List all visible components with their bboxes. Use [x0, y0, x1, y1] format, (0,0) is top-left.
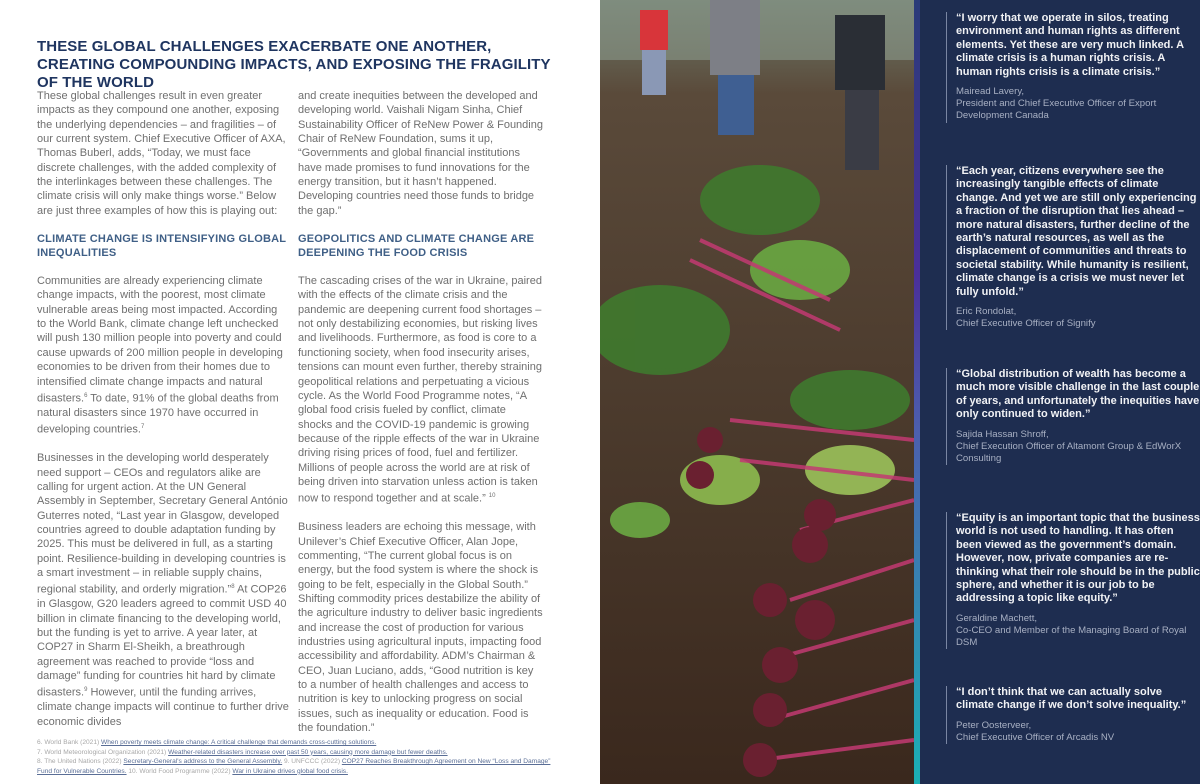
quote-author: Sajida Hassan Shroff, [956, 428, 1049, 440]
footnote-source: 7. World Meteorological Organization (2021) [37, 748, 169, 756]
text-column-1 [37, 89, 289, 729]
intro-paragraph: These global challenges result in even greater impacts as they compound one another, exposing the underlying dependencies – and fragilities – of our current system. Chief Executive Officer of AXA, Thomas Buberl, adds, “Today, we must face discrete challenges, with the added complexity of the interlinkages between these challenges. The climate crisis will only make things worse.” Below are just three examples of how this is playing out: [37, 90, 286, 217]
paragraph [37, 451, 289, 729]
footnote-link[interactable]: Secretary-General's address to the General Assembly. [123, 758, 283, 766]
paragraph: Business leaders are echoing this message, with Unilever’s Chief Executive Officer, Alan Jope, commenting, “The current global focus is on energy, but the food system is where the shock is going to be felt, especially in the Global South.” Shifting commodity prices destabilize the ability of the agriculture industry to deliver basic ingredients and increase the cost of production for various industries using agricultural inputs, impacting food accessibility and affordability. ADM’s Chairman & CEO, Juan Luciano, adds, “Good nutrition is key to a number of health challenges and access to nutrition is key to unlocking progress on social issues, such as inequality or education. Food is the foundation.” [298, 521, 543, 735]
quote-block [946, 368, 1200, 465]
footnote-source: 10. World Food Programme (2022) [126, 767, 233, 775]
footnote [37, 757, 557, 776]
text: The cascading crises of the war in Ukraine, paired with the effects of the climate crisis and the pandemic are deepening current food shortages – not only destabilizing economies, but risking lives and livelihoods. Furthermore, as food is core to a functioning society, when food insecurity arises, tensions can mount even further, thereby straining geopolitical relations and perpetuating a vicious cycle. As the World Food Programme notes, “A global food crisis fueled by conflict, climate shocks and the COVID-19 pandemic is growing because of the ripple effects of the war in Ukraine driving rising prices of food, fuel and fertilizer. Millions of people across the world are at risk of being driven into starvation unless action is taken now to respond together and at scale.” [298, 275, 542, 505]
paragraph [298, 274, 543, 506]
footnote-link[interactable]: Weather-related disasters increase over past 50 years, causing more damage but fewer deaths. [168, 748, 448, 756]
quote-author-role: Chief Executive Officer of Signify [956, 318, 1096, 330]
quote-text: “Equity is an important topic that the business world is not used to handling. It has often been viewed as the government’s domain. However, now, private companies are re-thinking what their role should be in the public sphere, and whether it is our job to be addressing a topic like equity.” [956, 512, 1200, 605]
quote-author-role: Chief Executive Officer of Arcadis NV [956, 732, 1115, 744]
text: At COP26 in Glasgow, G20 leaders agreed to commit USD 40 billion in climate financing to the developing world, but the funding is yet to arrive. A year later, at COP27 in Sharm El-Sheikh, a breathrough agreement was reached to provide “loss and damage” funding for countries hit hard by climate disasters. [37, 583, 287, 699]
footnote-ref: 7 [140, 424, 145, 431]
footnote-source: 8. The United Nations (2022) [37, 758, 124, 766]
text: Businesses in the developing world desperately need support – CEOs and regulators alike are calling for urgent action. At the UN General Assembly in September, Secretary General António Guterres noted, “Last year in Glasgow, developed countries agreed to double adaptation funding by 2025. This must be delivered in full, as a starting point. Resilience-building in developing countries is a smart investment – in reliable supply chains, regional stability, and orderly migration.” [37, 452, 288, 596]
quote-text: “I don’t think that we can actually solve climate change if we don’t solve inequality.” [956, 686, 1187, 712]
beet-field-image [600, 0, 914, 784]
footnote-ref: 6 [84, 392, 88, 399]
footnote-source: 9. UNFCCC (2022) [282, 758, 342, 766]
quote-text: “I worry that we operate in silos, treating environment and human rights as different elements. Yet these are very much linked. A climate crisis is a human rights crisis. A human rights crisis is a climate crisis.” [956, 12, 1184, 78]
quote-author: Eric Rondolat, [956, 306, 1017, 318]
footnote [37, 738, 557, 748]
quote-author: Geraldine Machett, [956, 612, 1038, 624]
text: To date, 91% of the global deaths from natural disasters since 1970 have occurred in developing countries. [37, 392, 279, 436]
quote-sidebar [920, 0, 1200, 784]
text-column-2 [298, 89, 543, 749]
footnote-ref: 10 [488, 493, 496, 500]
quote-author-role: Co-CEO and Member of the Managing Board of Royal DSM [956, 625, 1187, 649]
quote-author: Mairead Lavery, [956, 86, 1025, 98]
footnote-link[interactable]: War in Ukraine drives global food crisis. [232, 767, 348, 775]
footnote-ref: 8 [231, 584, 235, 591]
quote-text: “Global distribution of wealth has become a much more visible challenge in the last couple of years, and unfortunately the inequities have only continued to widen.” [956, 368, 1200, 421]
page-title: THESE GLOBAL CHALLENGES EXACERBATE ONE ANOTHER, CREATING COMPOUNDING IMPACTS, AND EXPOSING THE FRAGILITY OF THE WORLD [37, 38, 551, 91]
section-heading-inequalities: CLIMATE CHANGE IS INTENSIFYING GLOBAL INEQUALITIES [37, 233, 286, 260]
footnotes [37, 738, 557, 776]
footnote-link[interactable]: When poverty meets climate change: A critical challenge that demands cross-cutting solutions. [101, 739, 377, 746]
section-heading-food-crisis: GEOPOLITICS AND CLIMATE CHANGE ARE DEEPENING THE FOOD CRISIS [298, 233, 535, 260]
footnote-source: 6. World Bank (2021) [37, 739, 102, 746]
text: However, until the funding arrives, climate change impacts will continue to further drive economic divides [37, 687, 289, 728]
quote-block [946, 12, 1200, 123]
quote-text: “Each year, citizens everywhere see the increasingly tangible effects of climate change. And yet we are still only experiencing a fraction of the disruption that lies ahead – more natural disasters, further decline of the earth’s natural resources, as well as the displacement of communities and threats to societal stability. While humanity is resilient, climate change is a crisis we must never let fully unfold.” [956, 165, 1197, 298]
footnote [37, 748, 557, 758]
quote-block [946, 512, 1200, 649]
quote-block [946, 165, 1200, 330]
beet-harvest-photo [600, 0, 914, 784]
quote-block [946, 686, 1200, 744]
quote-author: Peter Oosterveer, [956, 719, 1032, 731]
quote-author-role: President and Chief Executive Officer of Export Development Canada [956, 98, 1157, 122]
text: Communities are already experiencing climate change impacts, with the poorest, most climate vulnerable areas being most impacted. According to the World Bank, climate change left unchecked will push 130 million people into poverty and could cause upwards of 200 million people in developing economies to be driven from their homes due to intensified climate change impacts and natural disasters. [37, 275, 283, 405]
paragraph-continued: and create inequities between the developed and developing world. Vaishali Nigam Sinha, Chief Sustainability Officer of ReNew Power & Founding Chair of ReNew Foundation, sums it up, “Governments and global financial institutions have made promises to fund innovations for the energy transition, but it hasn’t happened. Developing countries need those funds to bridge the gap.” [298, 90, 543, 217]
footnote-link[interactable]: COP27 Reaches Breakthrough Agreement on New “Loss and Damage” Fund for Vulnerable Countries. [37, 758, 551, 775]
quote-author-role: Chief Execution Officer of Altamont Group & EdWorX Consulting [956, 440, 1182, 465]
footnote-ref: 9 [84, 687, 88, 694]
paragraph [37, 274, 289, 437]
